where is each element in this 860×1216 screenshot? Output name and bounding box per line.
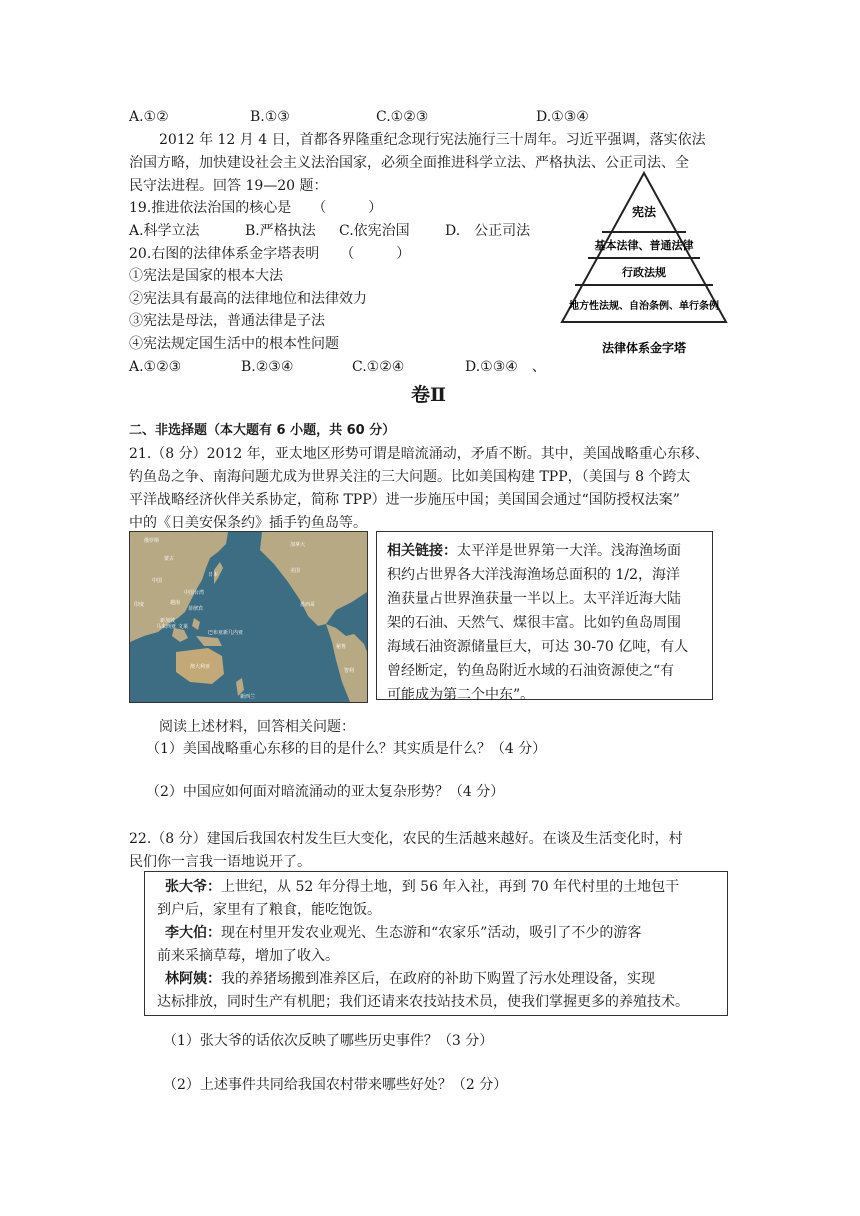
map-label-malaysia: 马来西亚 — [156, 624, 177, 630]
intro-line-2: 治国方略，加快建设社会主义法治国家，必须全面推进科学立法、严格执法、公正司法、全 — [129, 155, 689, 171]
q22-sub-2: （2）上述事件共同给我国农村带来哪些好处？（2 分） — [163, 1077, 508, 1093]
map-label-russia: 俄罗斯 — [144, 538, 160, 544]
map-label-india: 印度 — [134, 602, 145, 608]
option-c: C.①②③ — [376, 109, 429, 125]
q20-stem: 20.右图的法律体系金字塔表明 （ ） — [129, 246, 411, 262]
q19-option-a: A.科学立法 — [129, 223, 200, 239]
q21-line-4: 中的《日美安保条约》插手钓鱼岛等。 — [129, 515, 367, 531]
q21-sub-2: （2）中国应如何面对暗流涌动的亚太复杂形势？（4 分） — [146, 784, 505, 800]
quote-lin-1: 我的养猪场搬到准养区后，在政府的补助下购置了污水处理设备，实现 — [221, 971, 655, 987]
q20-item-1: ①宪法是国家的根本大法 — [129, 268, 283, 284]
related-link-box — [376, 531, 713, 703]
map-label-vietnam: 越南 — [170, 600, 181, 606]
q20-item-4: ④宪法规定国生活中的根本性问题 — [129, 336, 339, 352]
q20-option-a: A.①②③ — [129, 359, 182, 375]
map-label-australia: 澳大利亚 — [190, 664, 211, 670]
map-label-chile: 智利 — [344, 668, 355, 674]
pyramid-level-basic-laws: 基本法律、普通法律 — [594, 239, 694, 252]
link-line-6: 曾经断定，钓鱼岛附近水域的石油资源使之“有 — [387, 663, 675, 679]
map-label-new-zealand: 新西兰 — [240, 694, 256, 700]
map-label-brunei: 文莱 — [178, 624, 189, 630]
q19-option-d: D. 公正司法 — [445, 223, 531, 239]
intro-line-3: 民守法进程。回答 19—20 题： — [129, 178, 328, 194]
section-title: 二、非选择题（本大题有 6 小题，共 60 分） — [129, 423, 396, 438]
q20-option-c: C.①②④ — [352, 359, 405, 375]
q20-option-b: B.②③④ — [241, 359, 294, 375]
q19-option-c: C.依宪治国 — [339, 223, 410, 239]
map-label-philippines: 菲律宾 — [188, 606, 204, 612]
link-line-4: 架的石油、天然气、煤很丰富。比如钓鱼岛周围 — [387, 615, 681, 631]
q21-read-prompt: 阅读上述材料，回答相关问题： — [159, 719, 355, 735]
map-label-singapore: 新加坡 — [160, 618, 176, 624]
related-link-label: 相关链接： — [387, 543, 457, 559]
pyramid-caption: 法律体系金字塔 — [601, 341, 687, 355]
link-line-2: 积约占世界各大洋浅海渔场总面积的 1/2，海洋 — [387, 567, 680, 583]
q22-line-1: 22.（8 分）建国后我国农村发生巨大变化，农民的生活越来越好。在谈及生活变化时，村 — [129, 831, 683, 847]
q22-line-2: 民们你一言我一语地说开了。 — [129, 854, 311, 870]
map-label-usa: 美国 — [290, 568, 301, 574]
q21-line-3: 平洋战略经济伙伴关系协定，简称 TPP）进一步施压中国；美国国会通过“国防授权法案” — [129, 492, 680, 508]
q20-options — [129, 356, 546, 378]
law-pyramid-figure — [558, 170, 730, 360]
q19-options — [129, 220, 530, 242]
quote-lin-2: 达标排放，同时生产有机肥；我们还请来农技站技术员，使我们掌握更多的养殖技术。 — [157, 994, 689, 1010]
volume-title: 卷Ⅱ — [411, 384, 447, 406]
q20-option-d: D.①③④ 、 — [465, 359, 546, 375]
option-d: D.①③④ — [536, 109, 589, 125]
map-label-china: 中国 — [152, 578, 163, 584]
intro-line-1: 2012 年 12 月 4 日，首都各界隆重纪念现行宪法施行三十周年。习近平强调，落实依法 — [159, 132, 706, 148]
pacific-map — [129, 531, 368, 703]
map-label-japan: 日本 — [208, 572, 219, 578]
villager-quotes-box — [144, 871, 728, 1016]
map-label-taiwan: 中国台湾 — [184, 590, 205, 596]
quote-zhang-2: 到户后，家里有了粮食，能吃饱饭。 — [157, 902, 381, 918]
q20-item-3: ③宪法是母法，普通法律是子法 — [129, 313, 325, 329]
option-b: B.①③ — [250, 109, 290, 125]
q21-sub-1: （1）美国战略重心东移的目的是什么？其实质是什么？（4 分） — [146, 741, 547, 757]
link-line-7: 可能成为第二个中东”。 — [387, 687, 535, 703]
quote-li-1: 现在村里开发农业观光、生态游和“农家乐”活动，吸引了不少的游客 — [221, 925, 642, 941]
q19-option-b: B.严格执法 — [245, 223, 316, 239]
link-line-3: 渔获量占世界渔获量一半以上。太平洋近海大陆 — [387, 591, 681, 607]
pyramid-level-local-regs: 地方性法规、自治条例、单行条例 — [569, 301, 719, 312]
speaker-zhang: 张大爷： — [165, 879, 221, 895]
speaker-lin: 林阿姨： — [165, 971, 221, 987]
link-line-1: 太平洋是世界第一大洋。浅海渔场面 — [457, 543, 681, 559]
map-label-mexico: 墨西哥 — [300, 602, 316, 608]
map-label-peru: 秘鲁 — [336, 644, 347, 650]
map-label-canada: 加拿大 — [290, 542, 306, 548]
quote-li-2: 前来采摘草莓，增加了收入。 — [157, 948, 339, 964]
option-a: A.①② — [129, 109, 169, 125]
q22-sub-1: （1）张大爷的话依次反映了哪些历史事件？（3 分） — [163, 1033, 494, 1049]
quote-zhang-1: 上世纪，从 52 年分得土地，到 56 年入社，再到 70 年代村里的土地包干 — [221, 879, 680, 895]
map-label-mongolia: 蒙古 — [164, 556, 175, 562]
q21-line-1: 21.（8 分）2012 年，亚太地区形势可谓是暗流涌动，矛盾不断。其中，美国战略重心东移、 — [129, 446, 709, 462]
q20-item-2: ②宪法具有最高的法律地位和法律效力 — [129, 291, 367, 307]
pyramid-level-constitution: 宪法 — [631, 205, 657, 219]
q21-line-2: 钓鱼岛之争、南海问题尤成为世界关注的三大问题。比如美国构建 TPP，（美国与 8 个跨太 — [129, 469, 691, 485]
pyramid-level-admin-regs: 行政法规 — [622, 266, 666, 279]
prev-options-row — [129, 106, 589, 128]
q19-stem: 19.推进依法治国的核心是 （ ） — [129, 200, 383, 216]
speaker-li: 李大伯： — [165, 925, 221, 941]
map-label-png: 巴布亚新几内亚 — [208, 630, 244, 636]
link-line-5: 海域石油资源储量巨大，可达 30-70 亿吨，有人 — [387, 639, 689, 655]
